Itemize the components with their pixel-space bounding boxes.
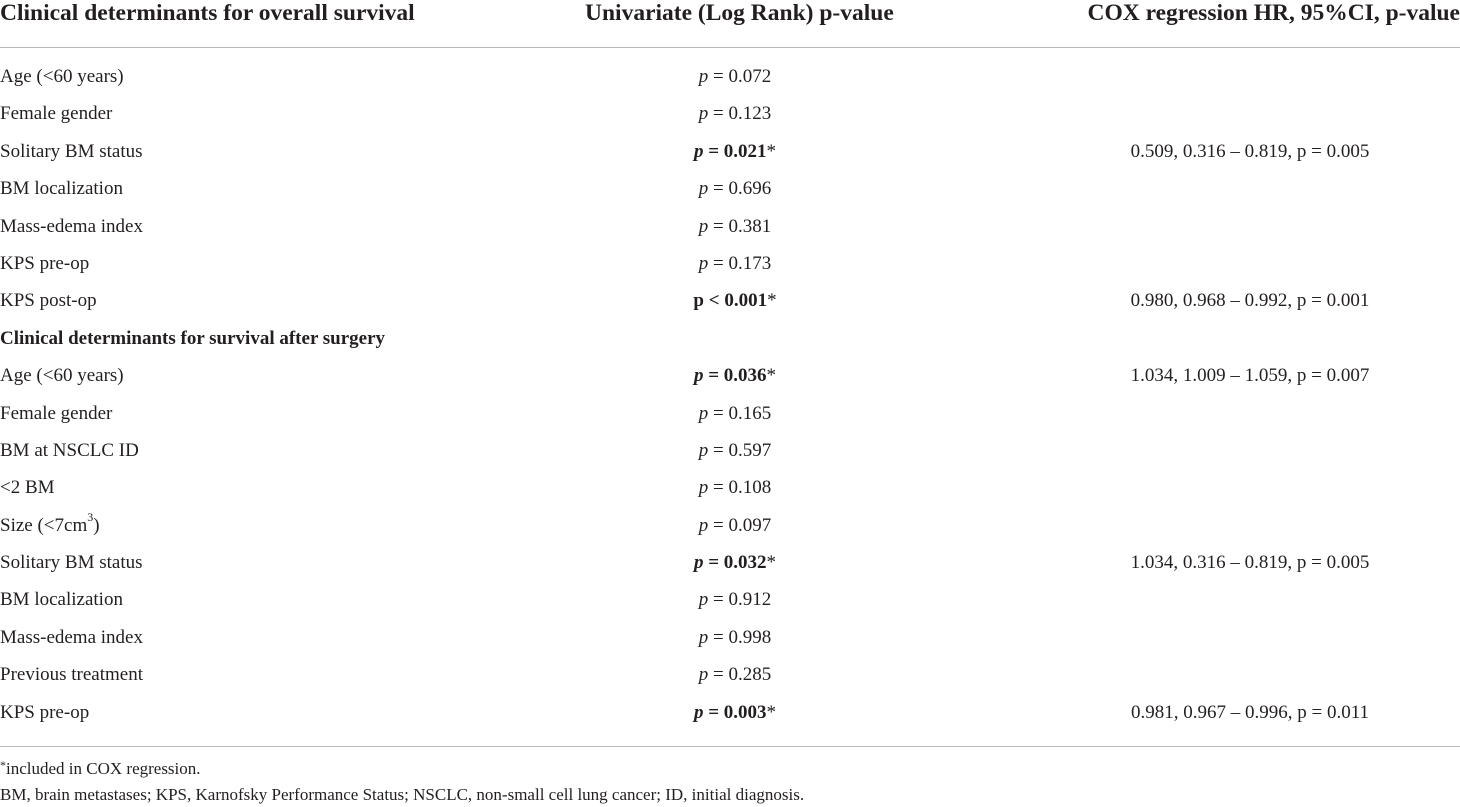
cox-inclusion-marker: * bbox=[767, 290, 777, 312]
univariate-p-value bbox=[640, 403, 830, 425]
table-row bbox=[0, 694, 1460, 731]
header-determinants: Clinical determinants for overall survival bbox=[0, 0, 415, 26]
univariate-p-value bbox=[640, 515, 830, 537]
p-symbol: p bbox=[698, 664, 709, 686]
header-univariate: Univariate (Log Rank) p-value bbox=[585, 0, 894, 26]
determinant-text: Solitary BM status bbox=[0, 140, 143, 162]
p-symbol: p bbox=[698, 103, 709, 125]
table-row bbox=[0, 245, 1460, 282]
table-row bbox=[0, 469, 1460, 506]
p-value-text: = 0.597 bbox=[708, 439, 772, 461]
univariate-p-value bbox=[640, 552, 830, 574]
univariate-p-value bbox=[640, 702, 830, 724]
determinant-text: KPS pre-op bbox=[0, 701, 90, 723]
determinant-label bbox=[0, 141, 143, 163]
p-value-text: = 0.696 bbox=[708, 178, 772, 200]
header-divider bbox=[0, 47, 1460, 48]
determinant-label bbox=[0, 178, 123, 200]
determinant-label bbox=[0, 664, 143, 686]
table-row bbox=[0, 282, 1460, 319]
determinant-text: Previous treatment bbox=[0, 664, 143, 686]
univariate-p-value bbox=[640, 627, 830, 649]
p-symbol: p bbox=[698, 589, 709, 611]
p-value-text: = 0.108 bbox=[708, 477, 772, 499]
p-symbol: p bbox=[698, 66, 709, 87]
determinant-label bbox=[0, 290, 97, 312]
p-symbol: p bbox=[698, 252, 709, 274]
table-row bbox=[0, 656, 1460, 693]
determinant-label bbox=[0, 253, 89, 275]
table-row bbox=[0, 507, 1460, 544]
determinant-label bbox=[0, 589, 123, 611]
univariate-p-value bbox=[640, 66, 830, 88]
section-heading-row bbox=[0, 320, 1460, 357]
determinant-text: Age (<60 years) bbox=[0, 365, 124, 387]
p-value-text: = 0.912 bbox=[708, 589, 772, 611]
p-value-text: = 0.165 bbox=[708, 402, 772, 424]
determinant-text: BM localization bbox=[0, 589, 123, 611]
cox-inclusion-marker: * bbox=[766, 701, 777, 723]
p-value-text: = 0.003 bbox=[703, 701, 767, 723]
table-row bbox=[0, 170, 1460, 207]
table-row bbox=[0, 581, 1460, 618]
label-suffix: ) bbox=[93, 514, 100, 536]
univariate-p-value bbox=[640, 664, 830, 686]
table-row bbox=[0, 133, 1460, 170]
footnote-text: included in COX regression. bbox=[6, 759, 201, 778]
determinant-text: Mass-edema index bbox=[0, 626, 143, 648]
determinant-label bbox=[0, 477, 55, 499]
p-symbol: p bbox=[693, 701, 704, 723]
p-value-text: = 0.381 bbox=[708, 215, 772, 237]
determinant-text: Age (<60 years) bbox=[0, 66, 124, 87]
table-row bbox=[0, 208, 1460, 245]
table-row bbox=[0, 619, 1460, 656]
unit-superscript: 3 bbox=[87, 510, 94, 525]
determinant-text: BM localization bbox=[0, 178, 123, 200]
univariate-p-value bbox=[640, 589, 830, 611]
p-symbol: p bbox=[698, 402, 709, 424]
p-value-text: = 0.097 bbox=[708, 514, 772, 536]
determinant-text: <2 BM bbox=[0, 477, 55, 499]
determinant-label bbox=[0, 216, 143, 238]
univariate-p-value bbox=[640, 290, 830, 312]
univariate-p-value bbox=[640, 216, 830, 238]
cox-regression-result: 1.034, 1.009 – 1.059, p = 0.007 bbox=[1130, 365, 1370, 387]
univariate-p-value bbox=[640, 253, 830, 275]
p-value-text: = 0.123 bbox=[708, 103, 772, 125]
determinant-label bbox=[0, 403, 112, 425]
table-row bbox=[0, 357, 1460, 394]
determinant-text: Size (<7cm bbox=[0, 514, 88, 536]
univariate-p-value bbox=[640, 103, 830, 125]
univariate-p-value bbox=[640, 178, 830, 200]
determinant-text: Solitary BM status bbox=[0, 552, 143, 574]
section-heading: Clinical determinants for survival after surgery bbox=[0, 327, 386, 349]
cox-regression-result: 0.981, 0.967 – 0.996, p = 0.011 bbox=[1130, 701, 1369, 723]
univariate-p-value bbox=[640, 365, 830, 387]
cox-regression-result: 1.034, 0.316 – 0.819, p = 0.005 bbox=[1130, 552, 1370, 574]
determinant-label bbox=[0, 103, 112, 125]
p-value-text: = 0.285 bbox=[708, 664, 772, 686]
p-symbol: p bbox=[693, 140, 704, 162]
p-symbol: p bbox=[693, 552, 704, 574]
header-cox: COX regression HR, 95%CI, p-value bbox=[1087, 0, 1460, 26]
univariate-p-value bbox=[640, 440, 830, 462]
p-symbol: p bbox=[698, 477, 709, 499]
footnote-symbol: * bbox=[0, 758, 6, 772]
p-value-text: = 0.032 bbox=[703, 552, 767, 574]
table-row bbox=[0, 544, 1460, 581]
p-value-text: = 0.072 bbox=[708, 66, 772, 87]
p-symbol: p bbox=[698, 439, 709, 461]
footnote-included bbox=[0, 759, 201, 779]
determinant-label bbox=[0, 552, 143, 574]
determinant-label bbox=[0, 702, 89, 724]
determinant-label bbox=[0, 627, 143, 649]
p-symbol: p bbox=[693, 365, 704, 387]
table-header bbox=[0, 0, 1460, 48]
determinant-text: KPS pre-op bbox=[0, 252, 90, 274]
determinant-label bbox=[0, 510, 100, 537]
p-value-text: = 0.998 bbox=[708, 626, 772, 648]
table-row bbox=[0, 432, 1460, 469]
table-row bbox=[0, 95, 1460, 132]
determinant-text: Mass-edema index bbox=[0, 215, 143, 237]
p-value-text: p < 0.001 bbox=[693, 290, 768, 312]
p-symbol: p bbox=[698, 215, 709, 237]
cox-regression-result: 0.980, 0.968 – 0.992, p = 0.001 bbox=[1130, 290, 1370, 312]
univariate-p-value bbox=[640, 141, 830, 163]
footnote-abbreviations: BM, brain metastases; KPS, Karnofsky Performance Status; NSCLC, non-small cell lung cancer; ID, initial diagnosis. bbox=[0, 785, 805, 804]
p-symbol: p bbox=[698, 626, 709, 648]
cox-inclusion-marker: * bbox=[766, 140, 777, 162]
p-value-text: = 0.173 bbox=[708, 252, 772, 274]
footer-divider bbox=[0, 746, 1460, 747]
determinant-text: BM at NSCLC ID bbox=[0, 439, 139, 461]
determinant-label bbox=[0, 440, 139, 462]
p-value-text: = 0.021 bbox=[703, 140, 767, 162]
cox-inclusion-marker: * bbox=[766, 552, 777, 574]
p-symbol: p bbox=[698, 514, 709, 536]
determinant-label bbox=[0, 365, 124, 387]
determinant-text: KPS post-op bbox=[0, 290, 97, 312]
p-value-text: = 0.036 bbox=[703, 365, 767, 387]
cox-inclusion-marker: * bbox=[766, 365, 777, 387]
table-body bbox=[0, 58, 1460, 731]
univariate-p-value bbox=[640, 477, 830, 499]
p-symbol: p bbox=[698, 178, 709, 200]
determinant-text: Female gender bbox=[0, 402, 113, 424]
cox-regression-result: 0.509, 0.316 – 0.819, p = 0.005 bbox=[1130, 140, 1370, 162]
determinant-text: Female gender bbox=[0, 103, 113, 125]
table-row bbox=[0, 58, 1460, 95]
determinant-label bbox=[0, 66, 124, 88]
table-row bbox=[0, 395, 1460, 432]
